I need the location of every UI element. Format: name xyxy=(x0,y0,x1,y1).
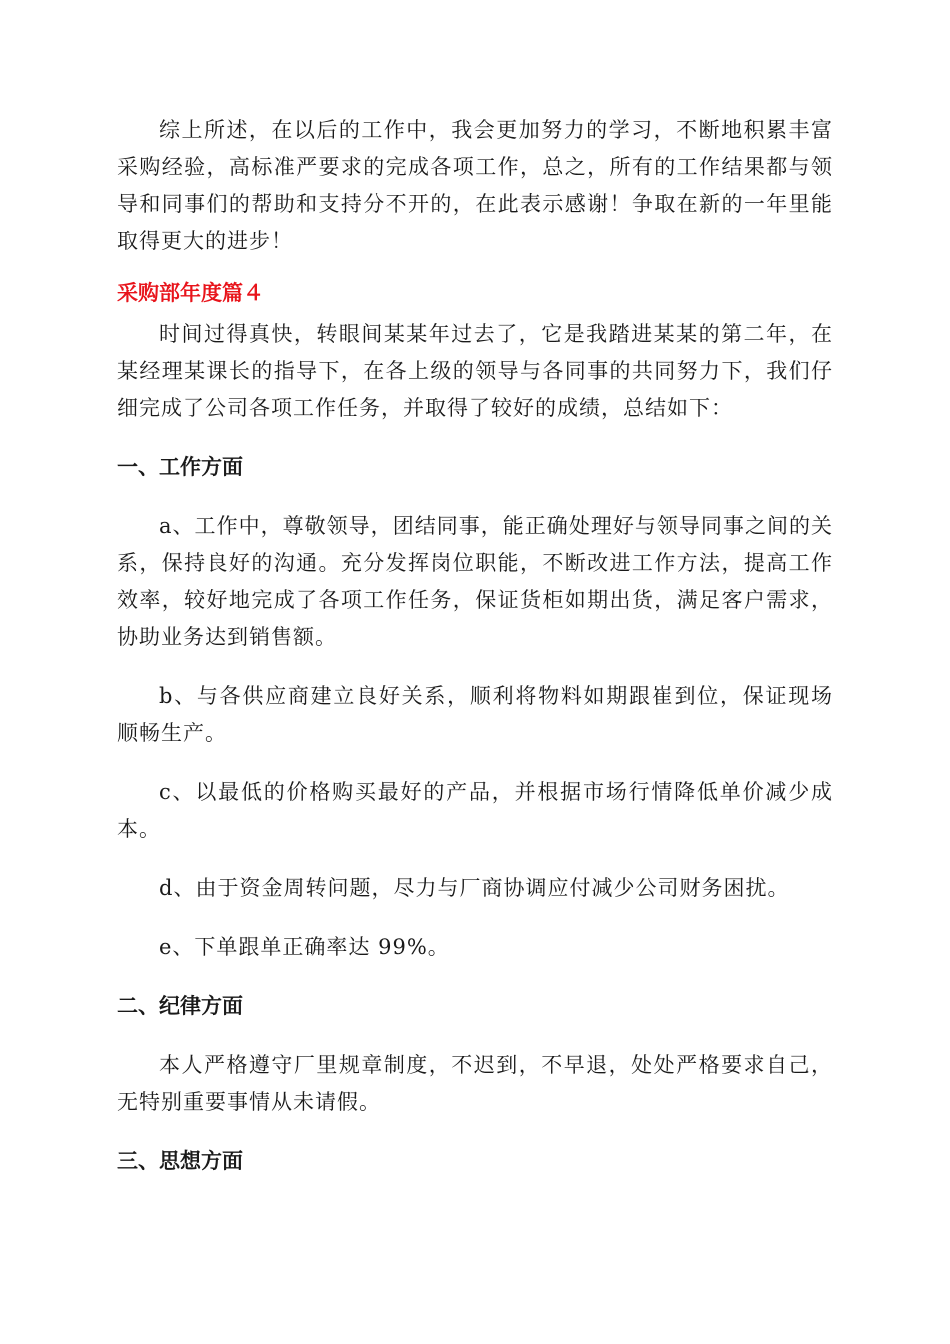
heading-thought: 三、思想方面 xyxy=(117,1149,243,1173)
document-body xyxy=(117,112,833,1180)
discipline-paragraph: 本人严格遵守厂里规章制度，不迟到，不早退，处处严格要求自己，无特别重要事情从未请假。 xyxy=(117,1053,833,1114)
section-intro-paragraph: 时间过得真快，转眼间某某年过去了，它是我踏进某某的第二年，在某经理某课长的指导下，在各上级的领导与各同事的共同努力下，我们仔细完成了公司各项工作任务，并取得了较好的成绩，总结如下： xyxy=(117,322,833,420)
item-e-paragraph: e、下单跟单正确率达 99%。 xyxy=(159,935,450,959)
intro-paragraph: 综上所述，在以后的工作中，我会更加努力的学习，不断地积累丰富采购经验，高标准严要求的完成各项工作，总之，所有的工作结果都与领导和同事们的帮助和支持分不开的，在此表示感谢！争取在新的一年里能取得更大的进步！ xyxy=(117,118,833,253)
heading-discipline: 二、纪律方面 xyxy=(117,994,243,1018)
section-title: 采购部年度篇４ xyxy=(117,281,264,305)
item-b-paragraph: b、与各供应商建立良好关系，顺利将物料如期跟崔到位，保证现场顺畅生产。 xyxy=(117,684,833,745)
heading-work: 一、工作方面 xyxy=(117,455,243,479)
item-d-paragraph: d、由于资金周转问题，尽力与厂商协调应付减少公司财务困扰。 xyxy=(159,876,790,900)
item-a-paragraph: a、工作中，尊敬领导，团结同事，能正确处理好与领导同事之间的关系，保持良好的沟通。充分发挥岗位职能，不断改进工作方法，提高工作效率，较好地完成了各项工作任务，保证货柜如期出货，满足客户需求，协助业务达到销售额。 xyxy=(117,514,833,649)
item-c-paragraph: c、以最低的价格购买最好的产品，并根据市场行情降低单价减少成本。 xyxy=(117,780,833,841)
